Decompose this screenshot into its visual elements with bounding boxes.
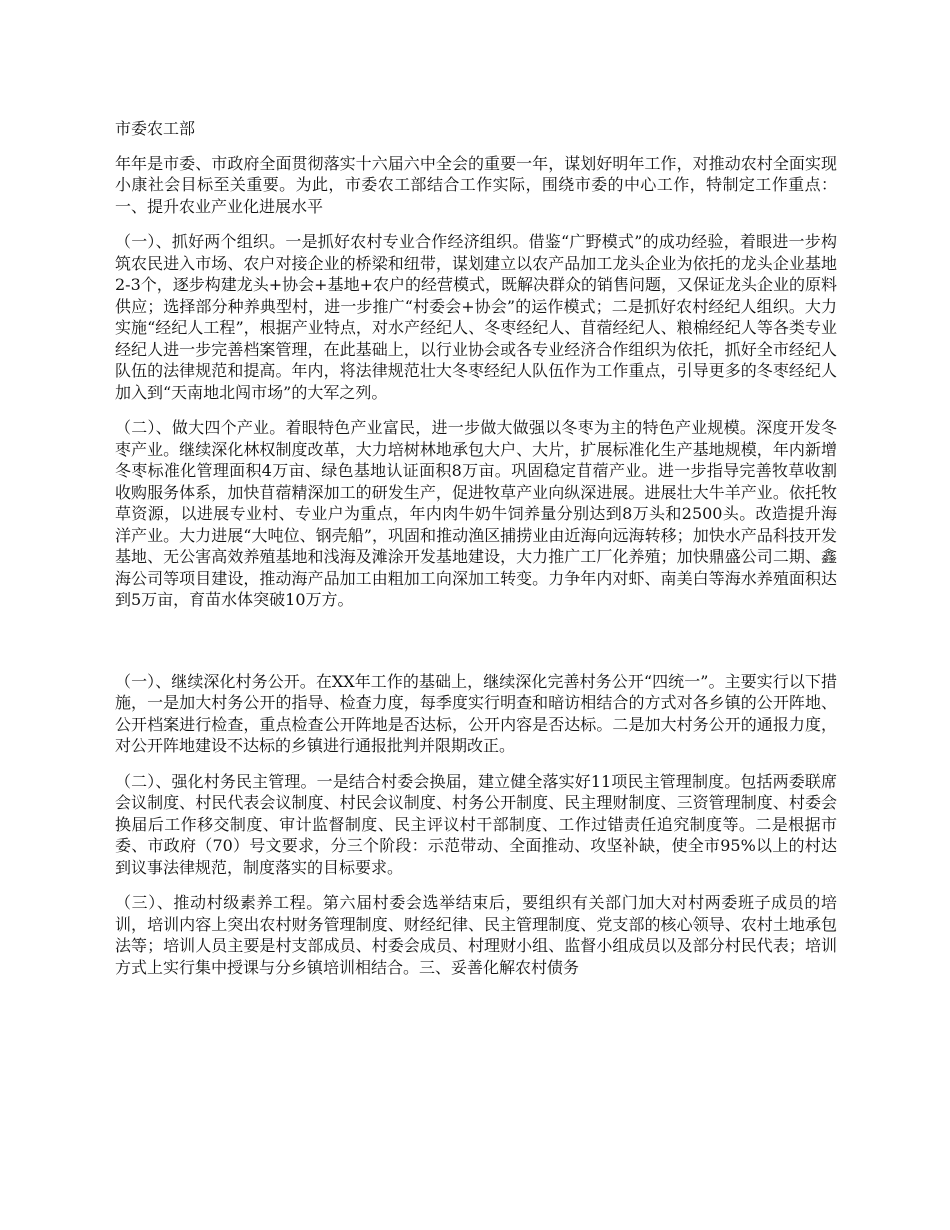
paragraph-democratic-management: （二）、强化村务民主管理。一是结合村委会换届，建立健全落实好11项民主管理制度。包括两委联席会议制度、村民代表会议制度、村民会议制度、村务公开制度、民主理财制度、三资管理制度、村委会换届后工作移交制度、审计监督制度、民主评议村干部制度、工作过错责任追究制度等。二是根据市委、市政府（70）号文要求，分三个阶段：示范带动、全面推动、攻坚补缺，使全市95%以上的村达到议事法律规范，制度落实的目标要求。 [115,771,837,877]
paragraph-organizations: （一）、抓好两个组织。一是抓好农村专业合作经济组织。借鉴“广野模式”的成功经验，着眼进一步构筑农民进入市场、农户对接企业的桥梁和纽带，谋划建立以农产品加工龙头企业为依托的龙头企业基地2-3个，逐步构建龙头+协会+基地+农户的经营模式，既解决群众的销售问题，又保证龙头企业的原料供应；选择部分种养典型村，进一步推广“村委会+协会”的运作模式；二是抓好农村经纪人组织。大力实施“经纪人工程”，根据产业特点，对水产经纪人、冬枣经纪人、苜蓿经纪人、粮棉经纪人等各类专业经纪人进一步完善档案管理，在此基础上，以行业协会或各专业经济合作组织为依托，抓好全市经纪人队伍的法律规范和提高。年内，将法律规范壮大冬枣经纪人队伍作为工作重点，引导更多的冬枣经纪人加入到“天南地北闯市场”的大军之列。 [115,232,837,402]
document-page [115,118,837,992]
document-title: 市委农工部 [115,119,196,138]
section-gap [115,625,837,671]
intro-paragraph: 年年是市委、市政府全面贯彻落实十六届六中全会的重要一年，谋划好明年工作，对推动农村全面实现小康社会目标至关重要。为此，市委农工部结合工作实际，围绕市委的中心工作，特制定工作重点：一、提升农业产业化进展水平 [115,153,837,216]
paragraph-village-affairs-openness: （一）、继续深化村务公开。在XX年工作的基础上，继续深化完善村务公开“四统一”。主要实行以下措施，一是加大村务公开的指导、检查力度，每季度实行明查和暗访相结合的方式对各乡镇的公开阵地、公开档案进行检查，重点检查公开阵地是否达标，公开内容是否达标。二是加大村务公开的通报力度，对公开阵地建设不达标的乡镇进行通报批判并限期改正。 [115,671,837,755]
paragraph-industries: （二）、做大四个产业。着眼特色产业富民，进一步做大做强以冬枣为主的特色产业规模。深度开发冬枣产业。继续深化林权制度改革，大力培树林地承包大户、大片，扩展标准化生产基地规模，年内新增冬枣标准化管理面积4万亩、绿色基地认证面积8万亩。巩固稳定苜蓿产业。进一步指导完善牧草收割收购服务体系，加快苜蓿精深加工的研发生产，促进牧草产业向纵深进展。进展壮大牛羊产业。依托牧草资源，以进展专业村、专业户为重点，年内肉牛奶牛饲养量分别达到8万头和2500头。改造提升海洋产业。大力进展“大吨位、钢壳船”，巩固和推动渔区捕捞业由近海向远海转移；加快水产品科技开发基地、无公害高效养殖基地和浅海及滩涂开发基地建设，大力推广工厂化养殖；加快鼎盛公司二期、鑫海公司等项目建设，推动海产品加工由粗加工向深加工转变。力争年内对虾、南美白等海水养殖面积达到5万亩，育苗水体突破10万方。 [115,418,837,609]
paragraph-village-quality-project: （三）、推动村级素养工程。第六届村委会选举结束后，要组织有关部门加大对村两委班子成员的培训，培训内容上突出农村财务管理制度、财经纪律、民主管理制度、党支部的核心领导、农村土地承包法等；培训人员主要是村支部成员、村委会成员、村理财小组、监督小组成员以及部分村民代表；培训方式上实行集中授课与分乡镇培训相结合。三、妥善化解农村债务 [115,893,837,977]
